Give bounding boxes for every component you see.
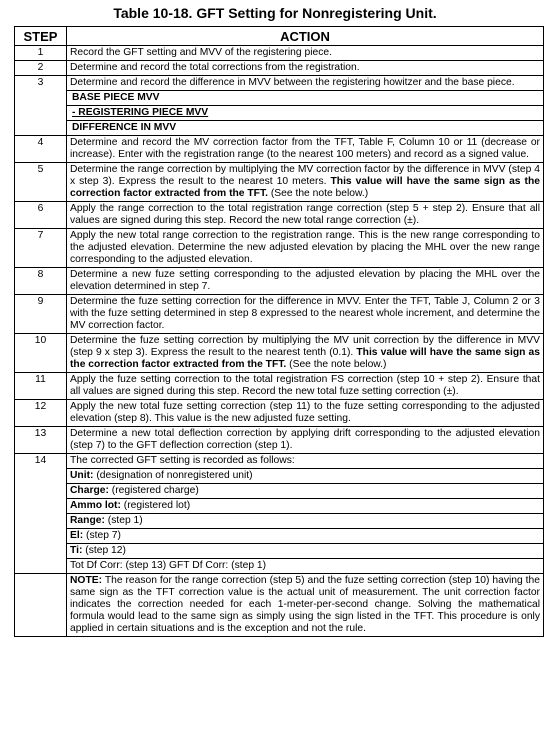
step-number: 7: [15, 229, 67, 268]
step-action: Apply the new total range correction to the registration range. This is the new range corresponding to the adjusted elevation. Determine the new adjusted elevation by placing the MHL over the new range corresponding to the adjusted elevation.: [67, 229, 544, 268]
note-text: The reason for the range correction (step 5) and the fuze setting correction (step 10) having the same sign as the TFT correction value is the actual unit of measurement. The unit correction factor indicates the correction needed for each 1-meter-per-second change. Solving the mathematical formula would lead to the same sign as simply using the sign listed in the TFT. This procedure is only applied in certain situations and is the exception and not the rule.: [70, 575, 540, 634]
step-action-tail: (See the note below.): [289, 359, 387, 370]
step-action: Apply the fuze setting correction to the total registration FS correction (step 10 + step 2). Ensure that all values are signed during this step. Record the new total fuze setting correction (±).: [67, 373, 544, 400]
table-row: [15, 163, 544, 202]
field-value: (designation of nonregistered unit): [96, 470, 253, 481]
table-row: [15, 268, 544, 295]
field-label: Ammo lot:: [70, 500, 121, 511]
field-value: (registered charge): [111, 485, 199, 496]
step-action: Apply the range correction to the total registration range correction (step 5 + step 2). Ensure that all values are signed during this step. Record the new total range correction (±).: [67, 202, 544, 229]
note-label: NOTE:: [70, 575, 103, 586]
field-label: Charge:: [70, 485, 109, 496]
table-row: [15, 544, 544, 559]
step-number: 4: [15, 136, 67, 163]
step-number: 5: [15, 163, 67, 202]
gft-field-charge: [67, 484, 544, 499]
mvv-difference: DIFFERENCE IN MVV: [67, 121, 544, 136]
table-row: [15, 559, 544, 574]
step-action: Determine and record the MV correction factor from the TFT, Table F, Column 10 or 11 (decrease or increase). Enter with the registration range (to the nearest 100 meters) and record as a signed value.: [67, 136, 544, 163]
table-row: [15, 76, 544, 91]
table-row: [15, 400, 544, 427]
mvv-base-piece: BASE PIECE MVV: [67, 91, 544, 106]
table-row: [15, 574, 544, 637]
table-row: [15, 427, 544, 454]
table-row: [15, 334, 544, 373]
step-action: Determine and record the total corrections from the registration.: [67, 61, 544, 76]
table-row: [15, 91, 544, 106]
step-number: 9: [15, 295, 67, 334]
step-number: 14: [15, 454, 67, 574]
table-row: [15, 136, 544, 163]
gft-field-unit: [67, 469, 544, 484]
table-row: [15, 484, 544, 499]
step-action-text: Determine the range correction by multiplying the MV correction factor by the difference in MVV (step 4 x step 3). Express the result to the nearest 10 meters.: [70, 164, 540, 187]
step-action: Determine and record the difference in MVV between the registering howitzer and the base piece.: [67, 76, 544, 91]
field-value: (step 1): [107, 515, 143, 526]
table-title: Table 10-18. GFT Setting for Nonregistering Unit.: [113, 5, 437, 21]
step-action: Determine a new total deflection correction by applying drift corresponding to the adjusted elevation (step 7) to the GFT deflection correction (step 1).: [67, 427, 544, 454]
step-action-tail: (See the note below.): [270, 188, 369, 199]
table-row: [15, 121, 544, 136]
step-number: 8: [15, 268, 67, 295]
table-row: [15, 46, 544, 61]
step-action: [67, 334, 544, 373]
table-row: [15, 202, 544, 229]
step-number: 11: [15, 373, 67, 400]
field-label: Ti:: [70, 545, 83, 556]
header-row: [15, 27, 544, 46]
step-number: 2: [15, 61, 67, 76]
step-action: Determine a new fuze setting corresponding to the adjusted elevation by placing the MHL over the elevation determined in step 7.: [67, 268, 544, 295]
field-label: Unit:: [70, 470, 94, 481]
gft-field-ammo-lot: [67, 499, 544, 514]
gft-field-ti: [67, 544, 544, 559]
gft-steps-table: [14, 26, 544, 637]
field-label: El:: [70, 530, 84, 541]
field-value: (step 7): [86, 530, 121, 541]
field-label: Range:: [70, 515, 105, 526]
step-number: 6: [15, 202, 67, 229]
table-row: [15, 514, 544, 529]
step-action: Record the GFT setting and MVV of the registering piece.: [67, 46, 544, 61]
note-step-cell: [15, 574, 67, 637]
step-action: Determine the fuze setting correction for the difference in MVV. Enter the TFT, Table J, Column 2 or 3 with the fuze setting determined in step 8 expressed to the nearest whole increment, and determine the MV correction factor.: [67, 295, 544, 334]
gft-field-range: [67, 514, 544, 529]
step-action: Apply the new total fuze setting correction (step 11) to the fuze setting corresponding to the adjusted elevation (step 8). This value is the new adjusted fuze setting.: [67, 400, 544, 427]
table-row: [15, 295, 544, 334]
step-number: 1: [15, 46, 67, 61]
table-row: [15, 61, 544, 76]
table-row: [15, 499, 544, 514]
step-action-emphasis: This value will have the same sign as the correction factor extracted from the TFT.: [70, 176, 540, 199]
step-action: [67, 163, 544, 202]
table-row: [15, 454, 544, 469]
mvv-registering-piece: - REGISTERING PIECE MVV: [67, 106, 544, 121]
step-action: The corrected GFT setting is recorded as follows:: [67, 454, 544, 469]
note: [67, 574, 544, 637]
table-row: [15, 229, 544, 268]
field-value: (step 12): [85, 545, 126, 556]
gft-field-deflection: Tot Df Corr: (step 13) GFT Df Corr: (step 1): [67, 559, 544, 574]
step-action-text: Determine the fuze setting correction by multiplying the MV unit correction by the difference in MVV (step 9 x step 3). Express the result to the nearest tenth (0.1).: [70, 335, 540, 358]
step-number: 3: [15, 76, 67, 136]
action-column-header: ACTION: [67, 27, 544, 46]
step-column-header: STEP: [15, 27, 67, 46]
field-value: (registered lot): [123, 500, 191, 511]
table-row: [15, 106, 544, 121]
step-number: 12: [15, 400, 67, 427]
step-number: 10: [15, 334, 67, 373]
table-row: [15, 469, 544, 484]
step-action-emphasis: This value will have the same sign as the correction factor extracted from the TFT.: [70, 347, 540, 370]
table-row: [15, 529, 544, 544]
table-row: [15, 373, 544, 400]
gft-field-el: [67, 529, 544, 544]
step-number: 13: [15, 427, 67, 454]
